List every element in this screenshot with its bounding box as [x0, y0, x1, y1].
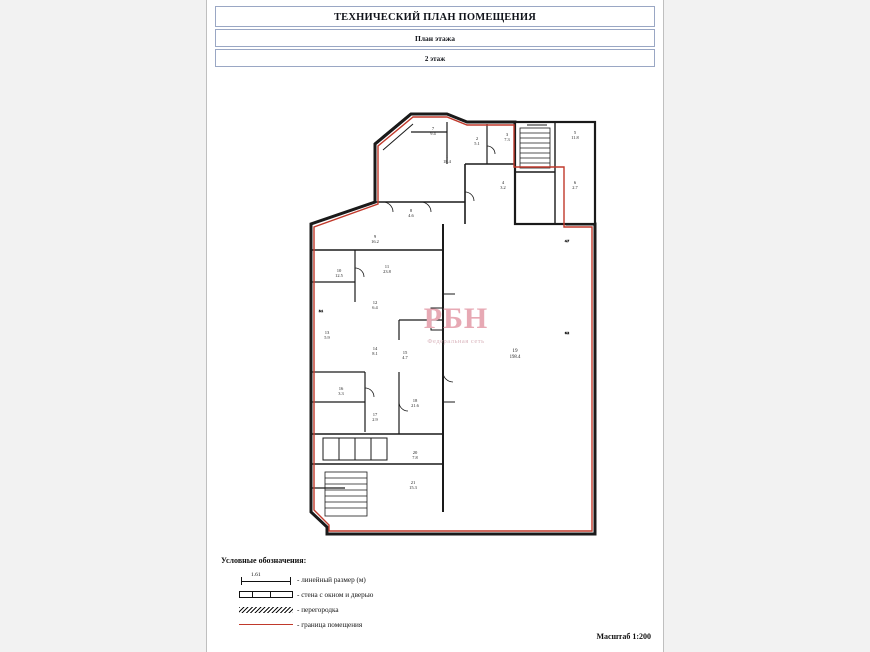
svg-text:12: 12 — [372, 300, 378, 305]
svg-text:13: 13 — [324, 330, 330, 335]
svg-text:18: 18 — [412, 398, 418, 403]
svg-text:3: 3 — [505, 132, 509, 137]
svg-text:9: 9 — [373, 234, 377, 239]
svg-text:7.3: 7.3 — [504, 137, 510, 142]
floor-plan-svg — [215, 72, 657, 544]
svg-text:8.1: 8.1 — [372, 351, 378, 356]
legend-item-label: - граница помещения — [297, 620, 363, 629]
svg-text:11: 11 — [384, 264, 390, 269]
premises-boundary-icon — [235, 624, 297, 625]
partition-icon — [235, 607, 297, 613]
document-subtitle: План этажа — [215, 29, 655, 47]
linear-dimension-icon — [235, 571, 297, 585]
svg-text:8: 8 — [409, 208, 413, 213]
svg-text:19: 19 — [512, 348, 518, 354]
svg-text:5.9: 5.9 — [324, 335, 330, 340]
svg-text:16: 16 — [338, 386, 344, 391]
svg-text:3.2: 3.2 — [500, 185, 506, 190]
legend-item-label: - линейный размер (м) — [297, 575, 366, 584]
legend-item-label: - перегородка — [297, 605, 339, 614]
watermark-tagline: Федеральная сеть — [427, 338, 485, 345]
wall-with-window-and-door-icon — [235, 591, 297, 598]
scale-label: Масштаб 1:200 — [596, 632, 651, 641]
linear-dimension-value: 1.61 — [251, 571, 261, 578]
svg-text:11.8: 11.8 — [571, 135, 579, 140]
svg-text:6.4: 6.4 — [372, 305, 378, 310]
legend-item-label: - стена с окном и дверью — [297, 590, 374, 599]
document-title: ТЕХНИЧЕСКИЙ ПЛАН ПОМЕЩЕНИЯ — [215, 6, 655, 27]
svg-text:3.3: 3.3 — [338, 391, 344, 396]
svg-text:4: 4 — [501, 180, 505, 185]
plan-sheet — [206, 0, 664, 652]
svg-text:18.4: 18.4 — [443, 159, 451, 164]
svg-text:2.7: 2.7 — [572, 185, 578, 190]
svg-text:15: 15 — [402, 350, 408, 355]
svg-text:2.9: 2.9 — [372, 417, 378, 422]
svg-text:12.5: 12.5 — [335, 273, 343, 278]
svg-text:21.6: 21.6 — [411, 403, 419, 408]
svg-text:16.2: 16.2 — [371, 239, 379, 244]
left-gutter — [0, 0, 206, 652]
watermark-logo: РБН — [423, 302, 489, 335]
svg-text:6.2: 6.2 — [564, 331, 570, 335]
document-floor: 2 этаж — [215, 49, 655, 67]
svg-text:20: 20 — [412, 450, 418, 455]
floor-plan-drawing — [215, 72, 657, 544]
legend-title: Условные обозначения: — [221, 556, 307, 565]
svg-text:6: 6 — [573, 180, 577, 185]
legend-item-premises-boundary — [235, 617, 641, 632]
svg-text:3.1: 3.1 — [318, 309, 324, 313]
svg-text:10: 10 — [336, 268, 342, 273]
svg-text:9.4: 9.4 — [430, 131, 436, 136]
svg-text:21: 21 — [410, 480, 416, 485]
svg-text:198.4: 198.4 — [509, 355, 521, 360]
right-gutter — [664, 0, 870, 652]
room-label — [372, 346, 378, 356]
svg-text:15.3: 15.3 — [409, 485, 417, 490]
svg-text:17: 17 — [372, 412, 378, 417]
plan-walls — [311, 114, 595, 534]
svg-text:1: 1 — [445, 154, 449, 159]
svg-text:23.8: 23.8 — [383, 269, 391, 274]
legend-item-partition — [235, 602, 641, 617]
svg-text:2: 2 — [475, 136, 479, 141]
legend — [221, 556, 641, 632]
svg-text:4.7: 4.7 — [564, 239, 570, 243]
svg-text:4.7: 4.7 — [402, 355, 408, 360]
svg-text:7: 7 — [431, 126, 435, 131]
svg-text:14: 14 — [372, 346, 378, 351]
svg-text:5: 5 — [573, 130, 577, 135]
legend-item-wall-with-window-and-door — [235, 587, 641, 602]
svg-text:7.8: 7.8 — [412, 455, 418, 460]
legend-item-linear-dimension — [235, 572, 641, 587]
svg-text:4.6: 4.6 — [408, 213, 414, 218]
svg-text:5.1: 5.1 — [474, 141, 480, 146]
